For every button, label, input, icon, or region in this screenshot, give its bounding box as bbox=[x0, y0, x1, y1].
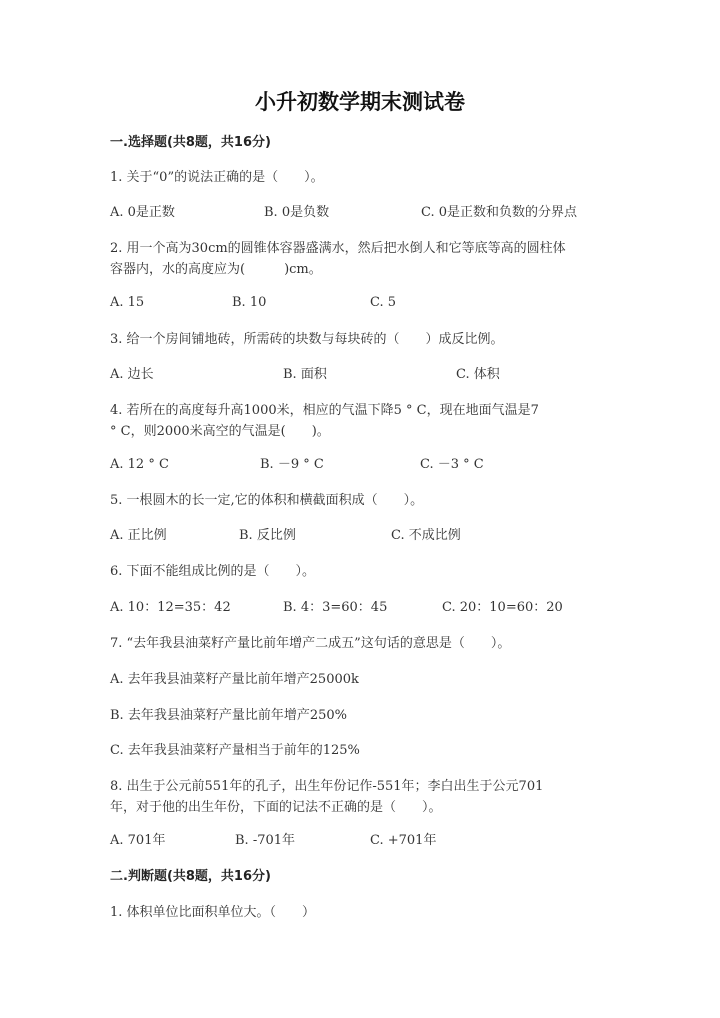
section-heading-choice: 一.选择题(共8题，共16分) bbox=[110, 135, 271, 150]
option-5a: A. 正比例 bbox=[110, 528, 167, 543]
option-7b: B. 去年我县油菜籽产量比前年增产250% bbox=[110, 708, 347, 723]
option-1a: A. 0是正数 bbox=[110, 205, 175, 220]
option-8b: B. -701年 bbox=[235, 833, 296, 848]
section-heading-judgment: 二.判断题(共8题，共16分) bbox=[110, 869, 271, 884]
question-4: 4. 若所在的高度每升高1000米，相应的气温下降5 ° C，现在地面气温是7 bbox=[110, 403, 539, 418]
question-3: 3. 给一个房间铺地砖，所需砖的块数与每块砖的（ ）成反比例。 bbox=[110, 332, 504, 347]
option-4a: A. 12 ° C bbox=[110, 457, 169, 472]
option-1b: B. 0是负数 bbox=[264, 205, 330, 220]
question-2-cont: 容器内，水的高度应为( )cm。 bbox=[110, 262, 322, 277]
option-6c: C. 20：10=60：20 bbox=[442, 600, 563, 615]
option-6b: B. 4：3=60：45 bbox=[283, 600, 388, 615]
option-4c: C. －3 ° C bbox=[420, 457, 484, 472]
option-7a: A. 去年我县油菜籽产量比前年增产25000k bbox=[110, 672, 359, 687]
question-8-cont: 年，对于他的出生年份，下面的记法不正确的是（ ）。 bbox=[110, 800, 442, 815]
option-2b: B. 10 bbox=[232, 295, 267, 310]
option-4b: B. －9 ° C bbox=[260, 457, 324, 472]
option-3a: A. 边长 bbox=[110, 367, 154, 382]
option-8c: C. +701年 bbox=[370, 833, 437, 848]
question-2: 2. 用一个高为30cm的圆锥体容器盛满水，然后把水倒人和它等底等高的圆柱体 bbox=[110, 241, 566, 256]
option-3c: C. 体积 bbox=[456, 367, 500, 382]
option-6a: A. 10：12=35：42 bbox=[110, 600, 231, 615]
option-5c: C. 不成比例 bbox=[391, 528, 461, 543]
question-1: 1. 关于“0”的说法正确的是（ ）。 bbox=[110, 170, 324, 185]
option-8a: A. 701年 bbox=[110, 833, 166, 848]
option-5b: B. 反比例 bbox=[239, 528, 296, 543]
option-7c: C. 去年我县油菜籽产量相当于前年的125% bbox=[110, 743, 360, 758]
judgment-question-1: 1. 体积单位比面积单位大。（ ） bbox=[110, 905, 316, 920]
question-7: 7. “去年我县油菜籽产量比前年增产二成五”这句话的意思是（ ）。 bbox=[110, 636, 511, 651]
option-1c: C. 0是正数和负数的分界点 bbox=[421, 205, 578, 220]
option-2c: C. 5 bbox=[370, 295, 397, 310]
option-3b: B. 面积 bbox=[283, 367, 327, 382]
question-4-cont: ° C，则2000米高空的气温是( )。 bbox=[110, 424, 330, 439]
page-title: 小升初数学期末测试卷 bbox=[255, 89, 465, 114]
question-8: 8. 出生于公元前551年的孔子，出生年份记作-551年；李白出生于公元701 bbox=[110, 779, 544, 794]
option-2a: A. 15 bbox=[110, 295, 145, 310]
question-5: 5. 一根圆木的长一定,它的体积和横截面积成（ ）。 bbox=[110, 493, 424, 508]
question-6: 6. 下面不能组成比例的是（ ）。 bbox=[110, 564, 316, 579]
